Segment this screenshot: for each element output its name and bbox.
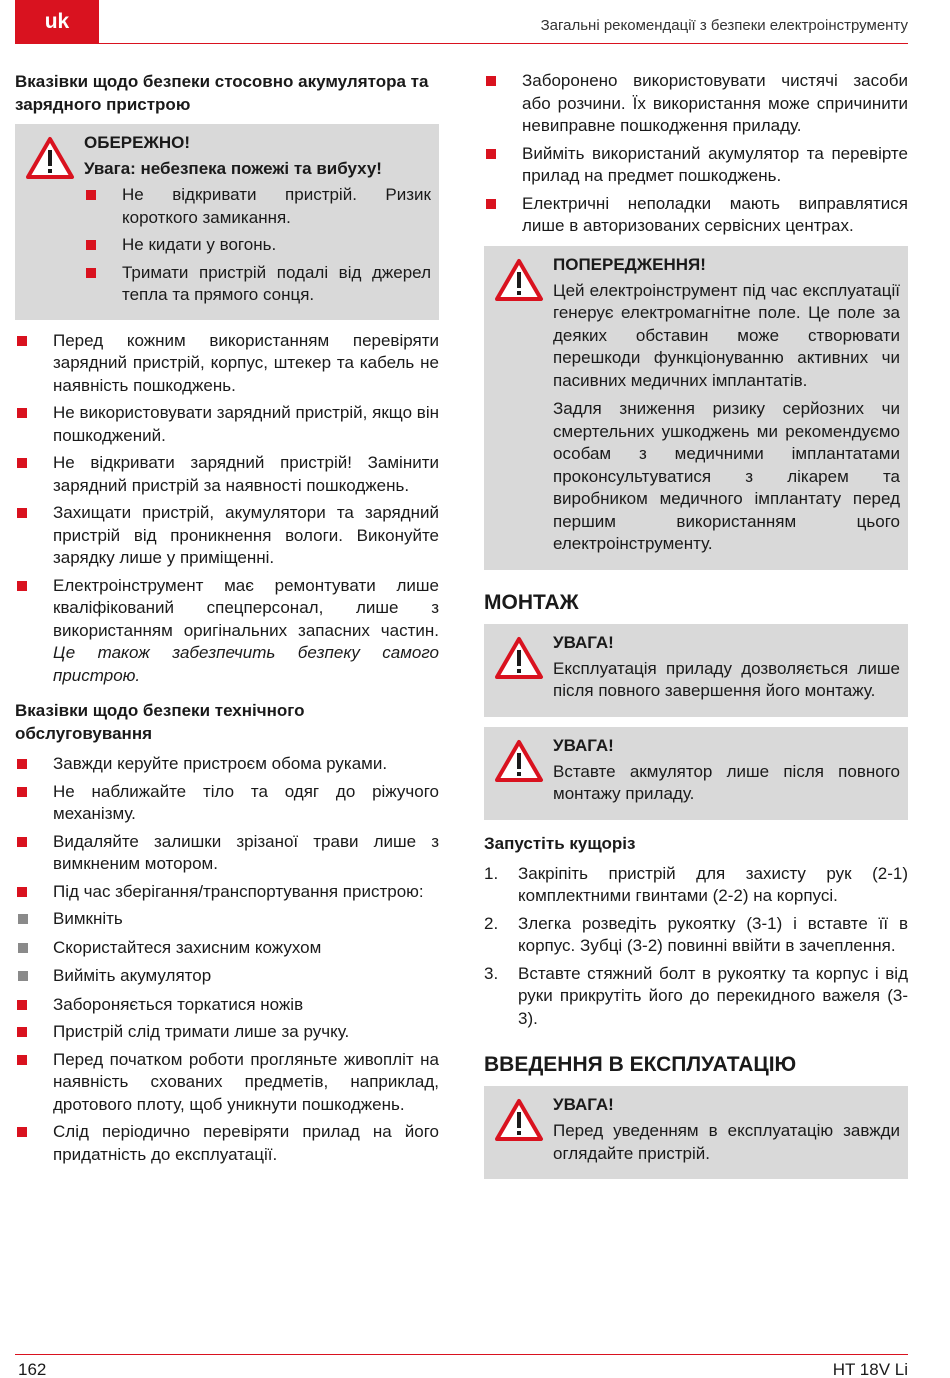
language-tab [15,0,99,44]
step-text: Закріпіть пристрій для захисту рук (2-1) комплектними гвинтами (2-2) на корпусі. [518,863,908,905]
sub-list-item: Вимкніть [15,908,439,931]
list-item: Електричні неполадки мають виправлятися лише в авторизованих сервісних центрах. [484,193,908,238]
warning-triangle-icon [494,1098,544,1142]
list-item: Перед кожним використанням перевіряти зарядний пристрій, корпус, штекер та кабель не наявність пошкоджень. [15,330,439,398]
list-item: Заборонено використовувати чистячі засоби або розчини. Їх використання може спричинити невиправне пошкодження приладу. [484,70,908,138]
assembly-section-title: МОНТАЖ [484,590,579,614]
step-item [484,863,908,908]
maintenance-list [15,753,439,903]
list-item [15,881,439,904]
warning-paragraph: Задля зниження ризику серйозних чи смертельних ушкоджень ми рекомендуємо особам з медичними імплантатами проконсультуватися з лікарем та виробником медичного імплантату перед першим використанням цього електроінструменту. [553,399,900,553]
attention-box [484,624,908,717]
list-item: Вийміть використаний акумулятор та перевірте прилад на предмет пошкоджень. [484,143,908,188]
list-item: Тримати пристрій подалі від джерел тепла та прямого сонця. [84,262,431,307]
list-item: Забороняється торкатися ножів [15,994,439,1017]
step-text: Злегка розведіть рукоятку (3-1) і вставте її в корпус. Зубці (3-2) повинні ввійти в зачеплення. [518,913,908,955]
list-item [15,575,439,688]
right-column [484,70,908,1189]
warning-triangle-icon [494,739,544,783]
step-item [484,963,908,1031]
list-item: Не використовувати зарядний пристрій, якщо він пошкоджений. [15,402,439,447]
repair-italic-note: Це також забезпечить безпеку самого пристрою. [53,643,439,685]
list-item: Захищати пристрій, акумулятори та зарядний пристрій від проникнення вологи. Виконуйте зарядку лише у приміщенні. [15,502,439,570]
warning-triangle-icon [25,136,75,180]
step-number: 2. [484,913,499,933]
model-name: HT 18V Li [832,1360,908,1378]
attention-title: УВАГА! [553,1095,614,1114]
step-item [484,913,908,958]
emf-warning-box [484,246,908,570]
assembly-steps [484,863,908,1031]
attention-text: Перед уведенням в експлуатацію завжди оглядайте пристрій. [553,1121,900,1163]
cleaning-list [484,70,908,238]
caution-subtitle: Увага: небезпека пожежі та вибуху! [84,159,382,178]
attention-text: Вставте акмулятор лише після повного монтажу приладу. [553,761,900,803]
list-item: Не відкривати пристрій. Ризик короткого замикання. [84,184,431,229]
sub-list-item: Скористайтеся захисним кожухом [15,937,439,960]
storage-transport-text: Під час зберігання/транспортування пристрою: [53,881,424,901]
attention-text: Експлуатація приладу дозволяється лише після повного завершення його монтажу. [553,658,900,700]
list-item: Видаляйте залишки зрізаної трави лише з вимкненим мотором. [15,831,439,876]
caution-title: ОБЕРЕЖНО! [84,133,190,152]
step-text: Вставте стяжний болт в рукоятку та корпус і від руки прикрутіть його до перекидного важеля (3-3). [518,963,908,1028]
step-number: 3. [484,963,499,983]
list-item: Не відкривати зарядний пристрій! Замінити зарядний пристрій за наявності пошкоджень. [15,452,439,497]
commissioning-section-title: ВВЕДЕННЯ В ЕКСПЛУАТАЦІЮ [484,1053,797,1076]
warning-triangle-icon [494,636,544,680]
warning-title: ПОПЕРЕДЖЕННЯ! [553,254,706,274]
list-item: Завжди керуйте пристроєм обома руками. [15,753,439,776]
list-item: Пристрій слід тримати лише за ручку. [15,1021,439,1044]
page-number: 162 [18,1360,47,1378]
warning-paragraph: Цей електроінструмент під час експлуатації генерує електромагнітне поле. Це поле за деяких обставин може створювати перешкоди функціонуванню активних чи пасивних медичних імплантатів. [553,280,900,390]
repair-text: Електроінструмент має ремонтувати лише кваліфікований спецперсонал, лише з використанням оригінальних запасних частин. [53,575,439,640]
attention-box [484,727,908,820]
footer-divider [15,1354,908,1355]
list-item: Слід періодично перевіряти прилад на його придатність до експлуатації. [15,1121,439,1166]
maintenance-safety-heading: Вказівки щодо безпеки технічного обслуговування [15,701,305,743]
caution-box [15,124,439,320]
storage-sub-list [15,908,439,988]
maintenance-list-continued [15,994,439,1167]
step-number: 1. [484,863,499,883]
attention-box [484,1086,908,1179]
caution-list [84,184,431,307]
list-item: Не кидати у вогонь. [84,234,431,257]
warning-triangle-icon [494,258,544,302]
battery-safety-heading: Вказівки щодо безпеки стосовно акумулятора та зарядного пристрою [15,72,429,114]
start-hedge-trimmer-heading: Запустіть кущоріз [484,833,636,853]
attention-title: УВАГА! [553,735,614,755]
header-divider [15,43,908,44]
left-column [15,70,439,1171]
page-header-title: Загальні рекомендації з безпеки електроінструменту [540,17,908,34]
list-item: Не наближайте тіло та одяг до ріжучого механізму. [15,781,439,826]
list-item: Перед початком роботи прогляньте живопліт на наявність схованих предметів, наприклад, дротового плоту, щоб уникнути пошкоджень. [15,1049,439,1117]
charger-safety-list [15,330,439,688]
sub-list-item: Вийміть акумулятор [15,965,439,988]
attention-title: УВАГА! [553,632,614,652]
language-code: uk [44,10,70,33]
